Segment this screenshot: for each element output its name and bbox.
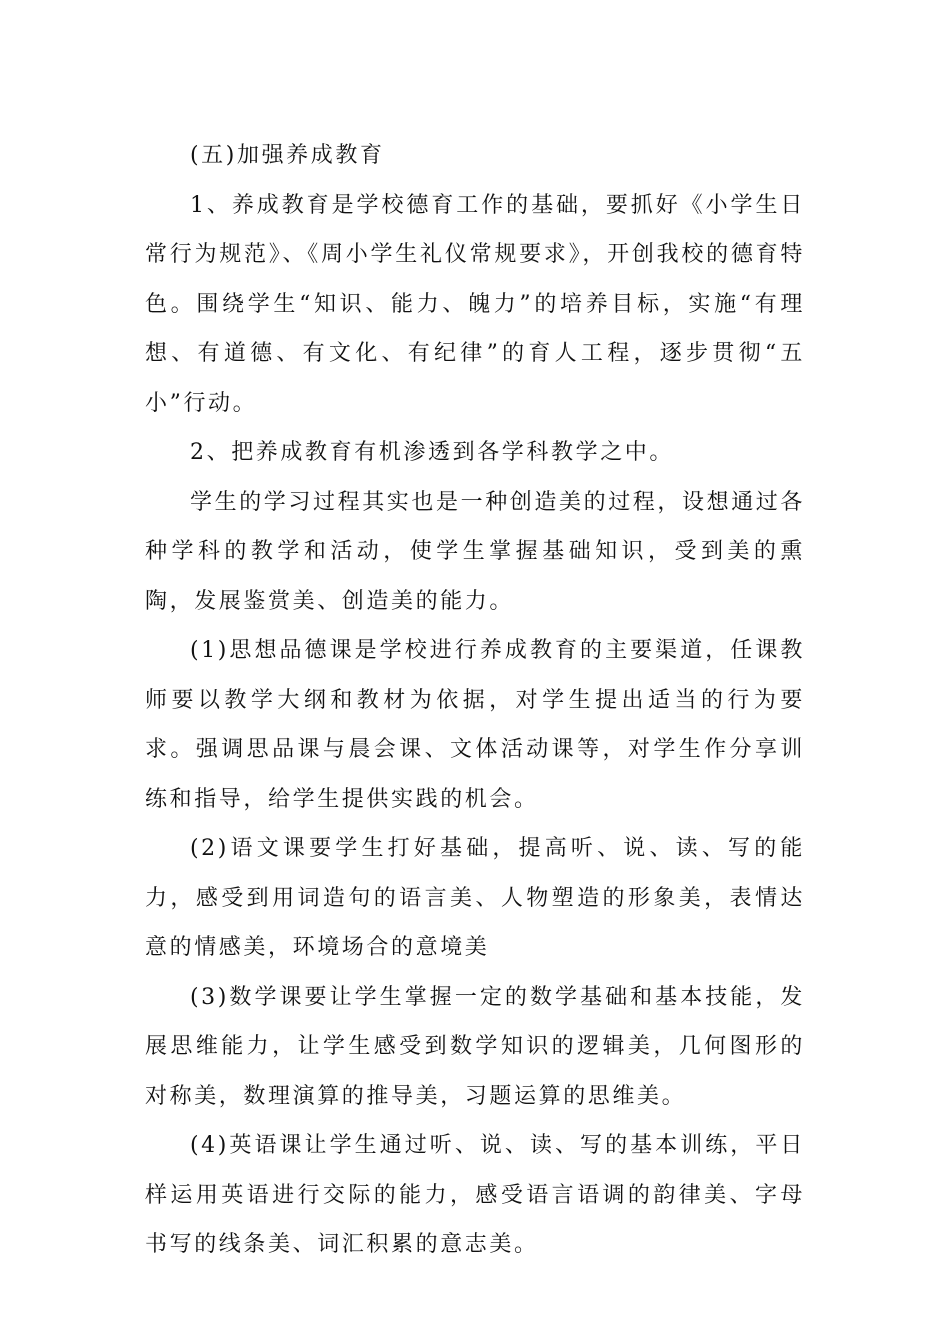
paragraph-3: 学生的学习过程其实也是一种创造美的过程，设想通过各种学科的教学和活动，使学生掌握基础知识，受到美的熏陶，发展鉴赏美、创造美的能力。 [145, 489, 806, 614]
paragraph-5: (2)语文课要学生打好基础，提高听、说、读、写的能力，感受到用词造句的语言美、人物塑造的形象美，表情达意的情感美，环境场合的意境美 [145, 836, 805, 960]
paragraph-2: 2、把养成教育有机渗透到各学科教学之中。 [190, 440, 674, 465]
paragraph-6: (3)数学课要让学生掌握一定的数学基础和基本技能，发展思维能力，让学生感受到数学知识的逻辑美，几何图形的对称美，数理演算的推导美，习题运算的思维美。 [145, 984, 805, 1109]
paragraph-1: 1、养成教育是学校德育工作的基础，要抓好《小学生日常行为规范》、《周小学生礼仪常规要求》，开创我校的德育特色。围绕学生“知识、能力、魄力”的培养目标，实施“有理想、有道德、有文化、有纪律”的育人工程，逐步贯彻“五小”行动。 [145, 192, 805, 416]
paragraph-4: (1)思想品德课是学校进行养成教育的主要渠道，任课教师要以教学大纲和教材为依据，对学生提出适当的行为要求。强调思品课与晨会课、文体活动课等，对学生作分享训练和指导，给学生提供实践的机会。 [145, 638, 805, 812]
section-heading: (五)加强养成教育 [190, 143, 385, 168]
paragraph-7: (4)英语课让学生通过听、说、读、写的基本训练，平日样运用英语进行交际的能力，感受语言语调的韵律美、字母书写的线条美、词汇积累的意志美。 [145, 1133, 805, 1257]
document-body [145, 131, 805, 1270]
